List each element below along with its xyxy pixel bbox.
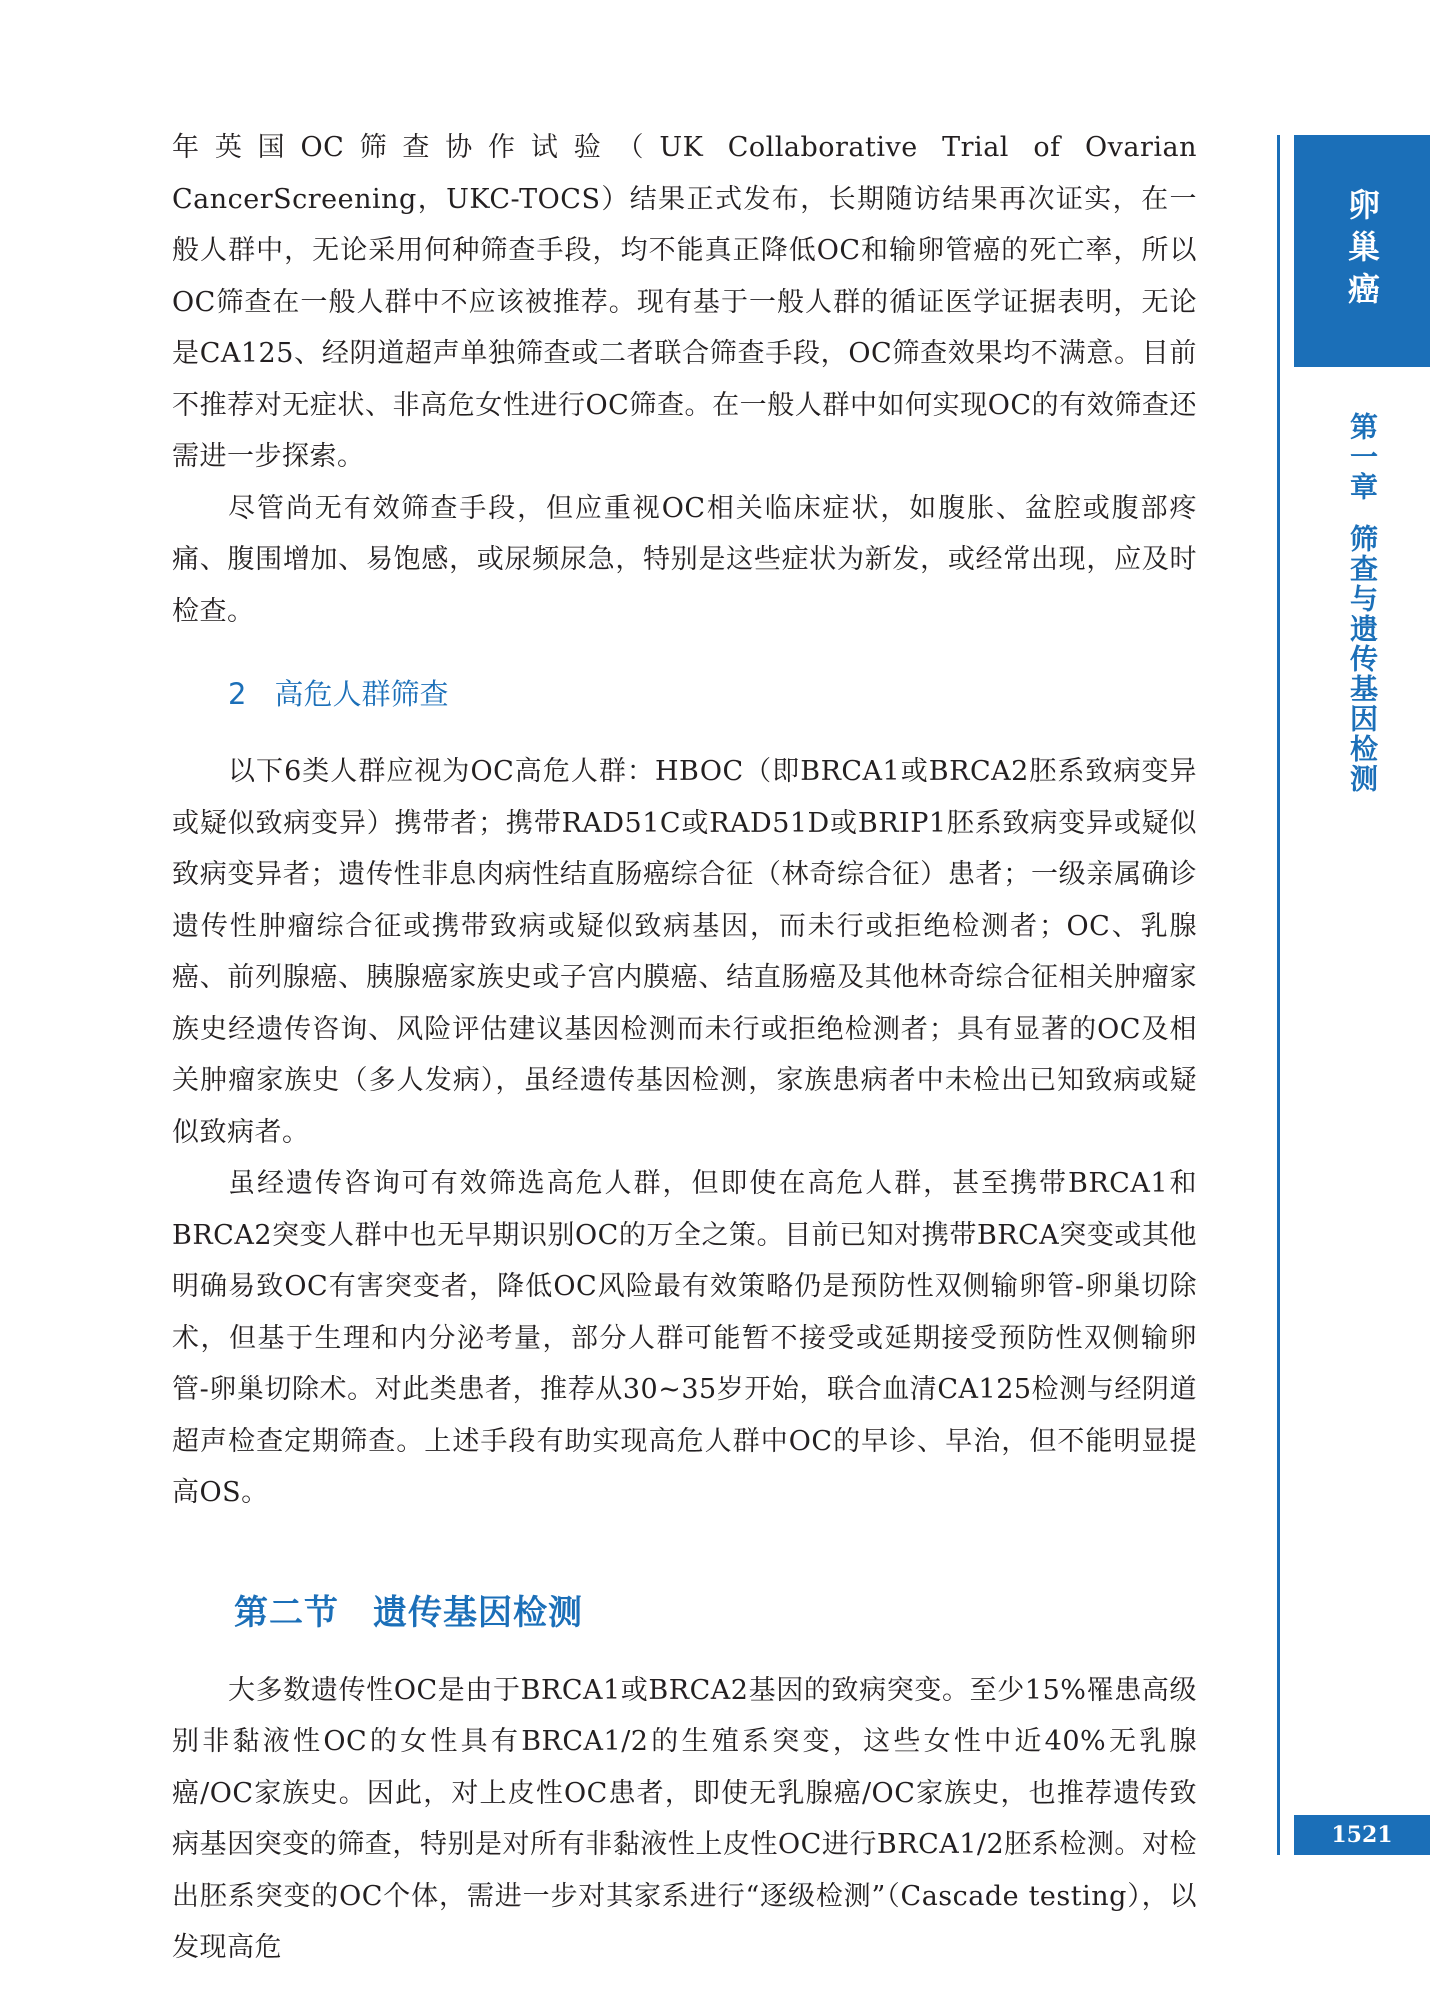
sidebar-chapter xyxy=(1294,412,1430,794)
subsection-number: 2 xyxy=(228,677,247,711)
page-number: 1521 xyxy=(1294,1815,1430,1855)
body-paragraph: 以下6类人群应视为OC高危人群：HBOC（即BRCA1或BRCA2胚系致病变异或疑似致病变异）携带者；携带RAD51C或RAD51D或BRIP1胚系致病变异或疑似致病变异者；遗传性非息肉病性结直肠癌综合征（林奇综合征）患者；一级亲属确诊遗传性肿瘤综合征或携带致病或疑似致病基因，而未行或拒绝检测者；OC、乳腺癌、前列腺癌、胰腺癌家族史或子宫内膜癌、结直肠癌及其他林奇综合征相关肿瘤家族史经遗传咨询、风险评估建议基因检测而未行或拒绝检测者；具有显著的OC及相关肿瘤家族史（多人发病），虽经遗传基因检测，家族患病者中未检出已知致病或疑似致病者。 xyxy=(172,756,1197,1148)
body-paragraph: 年英国OC筛查协作试验（UK Collaborative Trial of Ovarian CancerScreening，UKC-TOCS）结果正式发布，长期随访结果再次证实，在一般人群中，无论采用何种筛查手段，均不能真正降低OC和输卵管癌的死亡率，所以OC筛查在一般人群中不应该被推荐。现有基于一般人群的循证医学证据表明，无论是CA125、经阴道超声单独筛查或二者联合筛查手段，OC筛查效果均不满意。目前不推荐对无症状、非高危女性进行OC筛查。在一般人群中如何实现OC的有效筛查还需进一步探索。 xyxy=(172,132,1197,472)
sidebar-tab-title: 卵巢癌 xyxy=(1343,188,1381,314)
body-paragraph: 尽管尚无有效筛查手段，但应重视OC相关临床症状，如腹胀、盆腔或腹部疼痛、腹围增加、易饱感，或尿频尿急，特别是这些症状为新发，或经常出现，应及时检查。 xyxy=(172,492,1197,627)
section-label: 第二节 xyxy=(234,1592,339,1633)
sidebar-chapter-title: 筛查与遗传基因检测 xyxy=(1346,524,1379,794)
sidebar-book-tab xyxy=(1294,135,1430,367)
sidebar-chapter-text xyxy=(1346,412,1379,794)
subsection-title: 高危人群筛查 xyxy=(274,677,449,711)
subsection-heading xyxy=(172,669,1197,720)
sidebar-chapter-label: 第一章 xyxy=(1346,412,1379,502)
section-title: 遗传基因检测 xyxy=(373,1592,583,1633)
sidebar-divider-line xyxy=(1277,135,1280,1855)
body-paragraph: 大多数遗传性OC是由于BRCA1或BRCA2基因的致病突变。至少15%罹患高级别非黏液性OC的女性具有BRCA1/2的生殖系突变，这些女性中近40%无乳腺癌/OC家族史。因此，对上皮性OC患者，即使无乳腺癌/OC家族史，也推荐遗传致病基因突变的筛查，特别是对所有非黏液性上皮性OC进行BRCA1/2胚系检测。对检出胚系突变的OC个体，需进一步对其家系进行“逐级检测”（Cascade testing），以发现高危 xyxy=(172,1674,1197,1963)
page-body xyxy=(172,122,1197,1974)
body-paragraph: 虽经遗传咨询可有效筛选高危人群，但即使在高危人群，甚至携带BRCA1和BRCA2突变人群中也无早期识别OC的万全之策。目前已知对携带BRCA突变或其他明确易致OC有害突变者，降低OC风险最有效策略仍是预防性双侧输卵管-卵巢切除术，但基于生理和内分泌考量，部分人群可能暂不接受或延期接受预防性双侧输卵管-卵巢切除术。对此类患者，推荐从30~35岁开始，联合血清CA125检测与经阴道超声检查定期筛查。上述手段有助实现高危人群中OC的早诊、早治，但不能明显提高OS。 xyxy=(172,1168,1197,1508)
section-heading xyxy=(172,1583,1197,1643)
